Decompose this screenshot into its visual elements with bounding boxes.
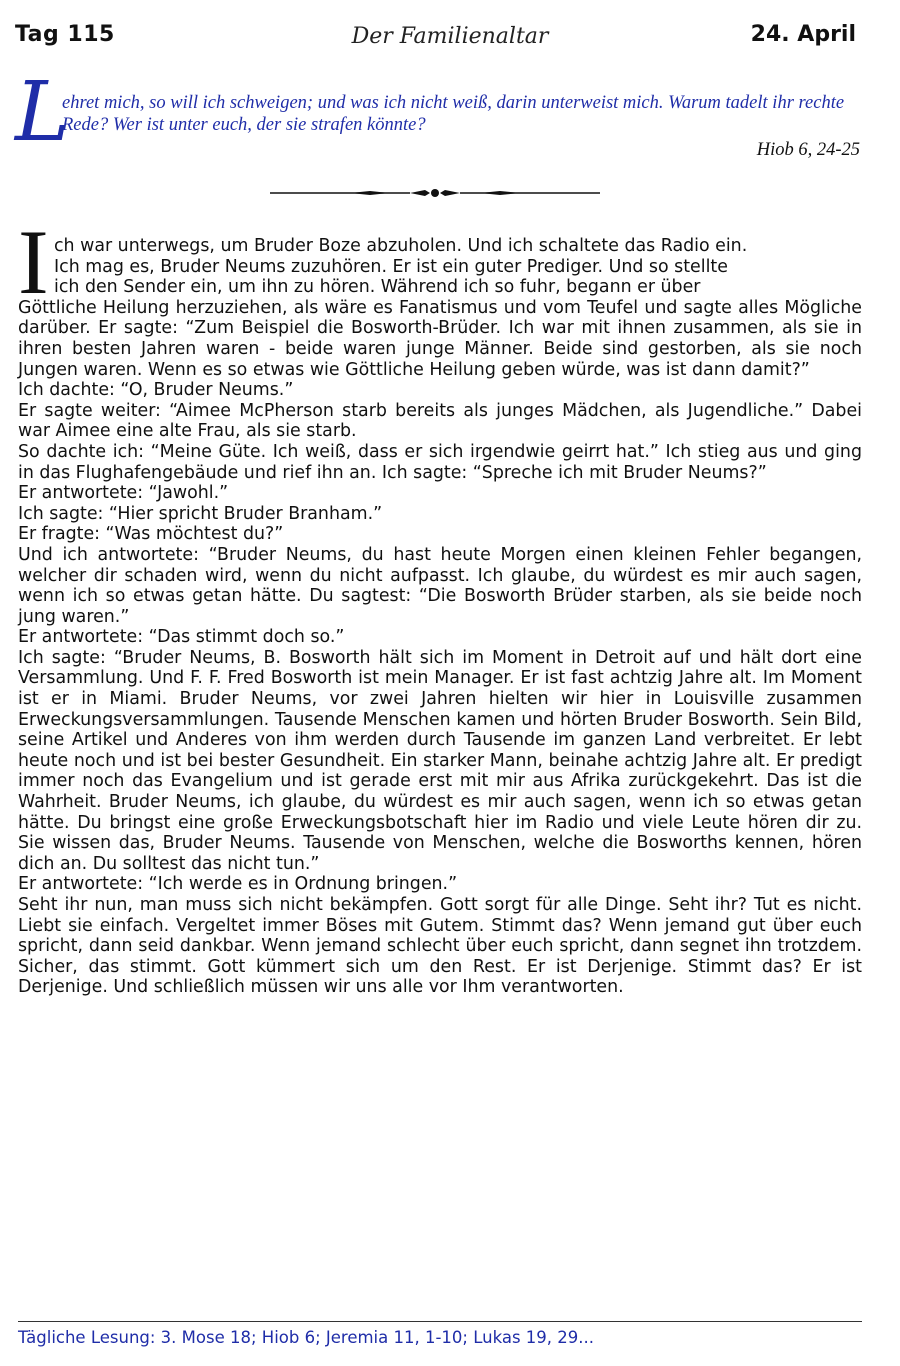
footer-divider	[18, 1321, 862, 1322]
paragraph: Ich sagte: “Bruder Neums, B. Bosworth hält sich im Moment in Detroit auf und hält dort eine Versammlung. Und F. F. Fred Bosworth ist mein Manager. Er ist fast achtzig Jahre alt. Im Moment ist er in Miami. Bruder Neums, vor zwei Jahren hielten wir hier in Louisville zusammen Erweckungsversammlungen. Tausende Menschen kamen und hörten Bruder Bosworth. Sein Bild, seine Artikel und Anderes von ihm werden durch Tausende im ganzen Land verbreitet. Er lebt heute noch und ist bei bester Gesundheit. Ein starker Mann, beinahe achtzig Jahre alt. Er predigt immer noch das Evangelium und ist gerade erst mit mir aus Afrika zurückgekehrt. Das ist die Wahrheit. Bruder Neums, ich glaube, du würdest es mir auch sagen, wenn ich so etwas getan hätte. Du bringst eine große Erweckungsbotschaft hier im Radio und viele Leute hören dir zu. Sie wissen das, Bruder Neums. Tausende von Menschen, welche die Bosworths kennen, hören dich an. Du solltest das nicht tun.”	[18, 647, 862, 874]
paragraph: So dachte ich: “Meine Güte. Ich weiß, dass er sich irgendwie geirrt hat.” Ich stieg aus und ging in das Flughafengebäude und rief ihn an. Ich sagte: “Spreche ich mit Bruder Neums?”	[18, 441, 862, 483]
devotional-body	[18, 211, 862, 998]
lead-lines	[18, 236, 862, 298]
day-number: Tag 115	[15, 22, 115, 47]
paragraph: Ich sagte: “Hier spricht Bruder Branham.”	[18, 503, 383, 524]
book-title: Der Familienaltar	[351, 24, 549, 49]
paragraph: Er sagte weiter: “Aimee McPherson starb bereits als junges Mädchen, als Jugendliche.” Dabei war Aimee eine alte Frau, als sie starb.	[18, 400, 862, 442]
paragraph: Göttliche Heilung herzuziehen, als wäre es Fanatismus und vom Teufel und sagte alles Mögliche darüber. Er sagte: “Zum Beispiel die Bosworth-Brüder. Ich war mit ihnen zusammen, als sie in ihren besten Jahren waren - beide waren junge Männer. Beide sind gestorben, als sie noch Jungen waren. Wenn es so etwas wie Göttliche Heilung geben würde, was ist dann damit?”	[18, 297, 862, 380]
paragraph: Und ich antwortete: “Bruder Neums, du hast heute Morgen einen kleinen Fehler begangen, welcher dir schaden wird, wenn du nicht aufpasst. Ich glaube, du würdest es mir auch sagen, wenn ich so etwas getan hätte. Du sagtest: “Die Bosworth Brüder starben, als sie beide noch jung waren.”	[18, 544, 862, 627]
verse-initial: L	[15, 65, 70, 160]
verse-reference: Hiob 6, 24-25	[756, 140, 860, 160]
paragraph: Ich dachte: “O, Bruder Neums.”	[18, 380, 294, 401]
paragraph: Er antwortete: “Jawohl.”	[18, 483, 229, 504]
lead-line: ch war unterwegs, um Bruder Boze abzuholen. Und ich schaltete das Radio ein.	[54, 236, 748, 256]
paragraph: Seht ihr nun, man muss sich nicht bekämpfen. Gott sorgt für alle Dinge. Seht ihr? Tut es nicht. Liebt sie einfach. Vergeltet immer Böses mit Gutem. Stimmt das? Wenn jemand gut über euch spricht, dann seid dankbar. Wenn jemand schlecht über euch spricht, dann segnet ihn trotzdem. Sicher, das stimmt. Gott kümmert sich um den Rest. Er ist Derjenige. Stimmt das? Er ist Derjenige. Und schließlich müssen wir uns alle vor Ihm verantworten.	[18, 895, 862, 998]
drop-cap: I	[18, 211, 49, 313]
paragraph: Er fragte: “Was möchtest du?”	[18, 524, 284, 545]
verse-text: ehret mich, so will ich schweigen; und was ich nicht weiß, darin unterweist mich. Warum tadelt ihr rechte Rede? Wer ist unter euch, der sie strafen könnte?	[62, 93, 845, 135]
paragraph: Er antwortete: “Das stimmt doch so.”	[18, 627, 345, 648]
ornament-divider	[270, 183, 600, 203]
paragraph: Er antwortete: “Ich werde es in Ordnung bringen.”	[18, 874, 458, 895]
daily-reading: Tägliche Lesung: 3. Mose 18; Hiob 6; Jeremia 11, 1-10; Lukas 19, 29...	[18, 1328, 595, 1347]
lead-line: ich den Sender ein, um ihn zu hören. Während ich so fuhr, begann er über	[54, 277, 701, 298]
lead-line: Ich mag es, Bruder Neums zuzuhören. Er ist ein guter Prediger. Und so stellte	[54, 256, 728, 277]
page-date: 24. April	[750, 22, 856, 47]
